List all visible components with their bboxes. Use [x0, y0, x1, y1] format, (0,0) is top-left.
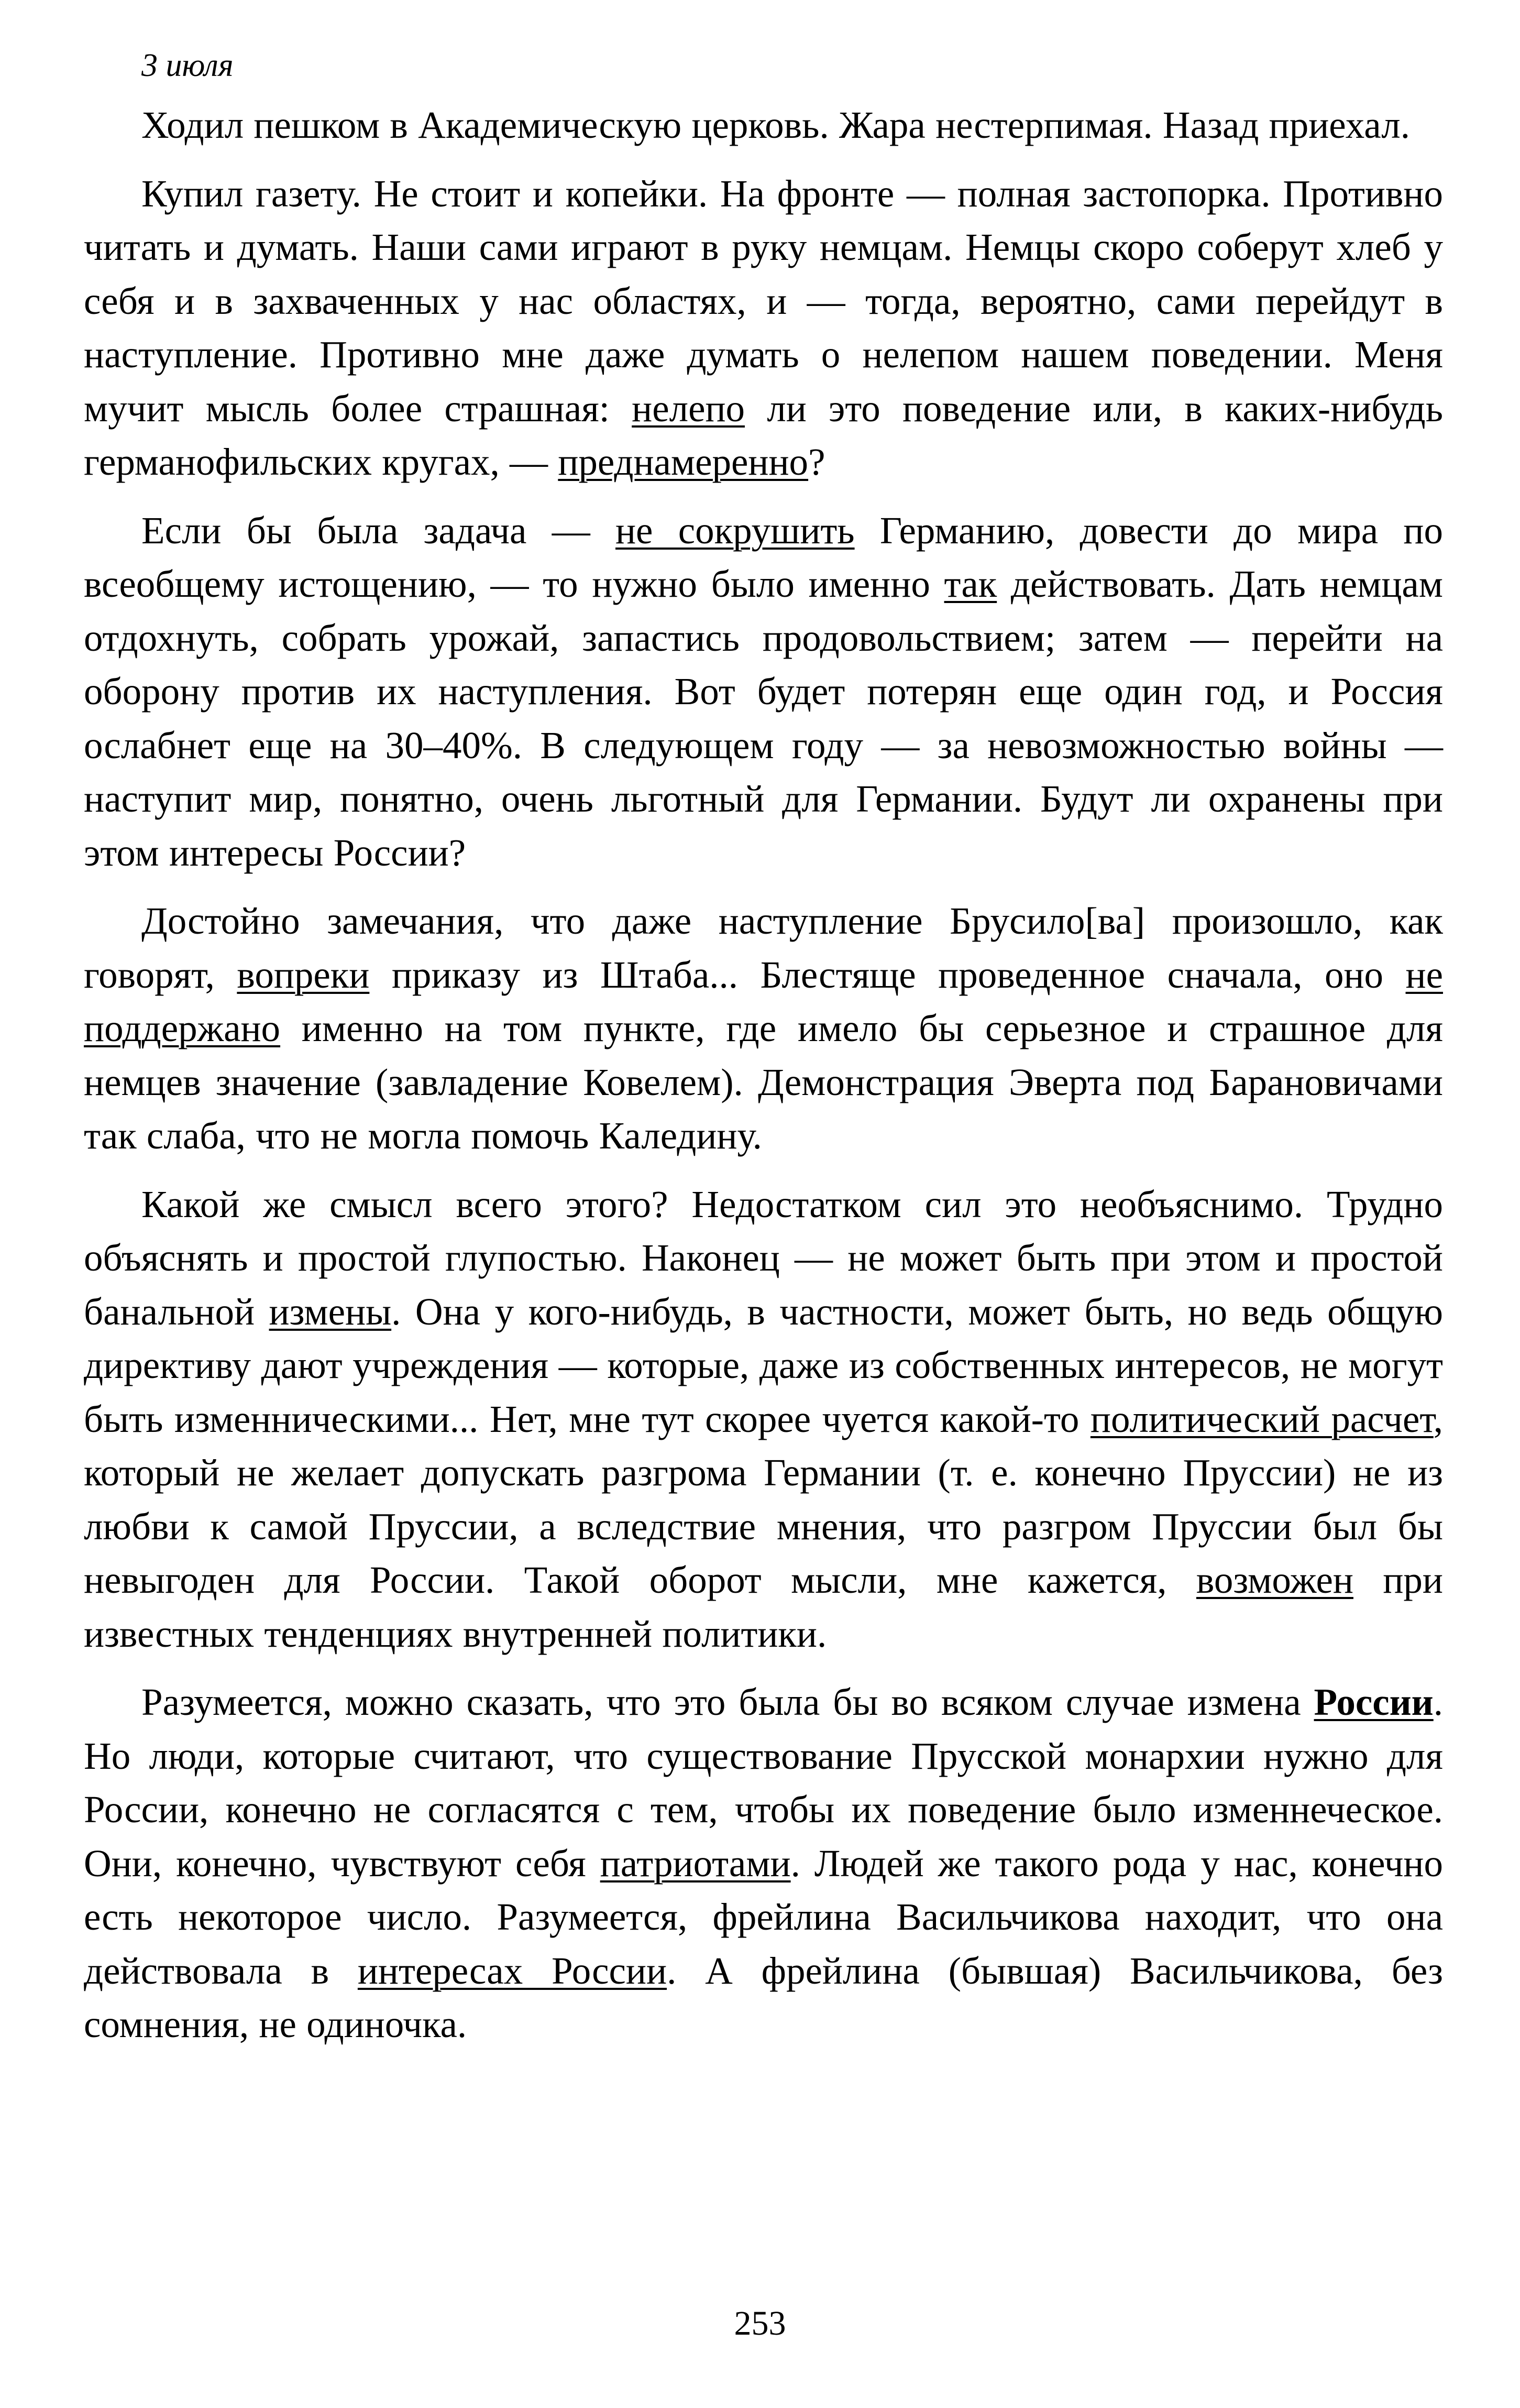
text-run: Купил газету. Не стоит и копейки. На фронте — полная застопорка. Противно читать и думать. Наши сами играют в руку немцам. Немцы скоро соберут хлеб у себя и в захваченных у нас областях, и — тогда, вероятно, сами перейдут в наступление. Противно мне даже думать о нелепом нашем поведении. Меня мучит мысль более страшная: — [84, 172, 1443, 430]
text-run: . А фрейлина (бывшая) Васильчикова, без сомнения, не одиночка. — [84, 1949, 1444, 2045]
document-body — [84, 98, 1443, 2052]
paragraph — [84, 167, 1443, 489]
text-run: приказу из Штаба... Блестяще проведенное сначала, оно — [369, 953, 1406, 996]
underlined-phrase: вопреки — [237, 953, 370, 996]
paragraph — [84, 1178, 1443, 1661]
text-run: . Людей же такого рода у нас, конечно есть некоторое число. Разумеется, фрейлина Васильчикова находит, что она действовала в — [84, 1842, 1444, 1992]
text-run: . Она у кого-нибудь, в частности, может быть, но ведь общую директиву дают учреждения — которые, даже из собственных интересов, не могут быть изменническими... Нет, мне тут скорее чуется какой-то — [84, 1290, 1443, 1440]
paragraph — [84, 1676, 1443, 2052]
text-run: Разумеется, можно сказать, что это была бы во всяком случае измена — [141, 1681, 1314, 1723]
paragraph — [84, 98, 1443, 152]
underlined-phrase: преднамеренно — [558, 441, 809, 483]
page-number: 253 — [734, 2304, 786, 2343]
text-run: Если бы была задача — — [141, 509, 615, 552]
underlined-phrase: не поддержано — [84, 953, 1443, 1049]
entry-date: 3 июля — [141, 48, 234, 83]
text-run: . Но люди, которые считают, что существование Прусской монархии нужно для России, конечно не согласятся с тем, чтобы их поведение было изменнеческое. Они, конечно, чувствуют себя — [84, 1681, 1443, 1885]
underlined-phrase: возможен — [1196, 1559, 1353, 1601]
underlined-phrase: интересах России — [357, 1949, 667, 1992]
document-page — [84, 37, 1443, 2066]
text-run: при известных тенденциях внутренней политики. — [84, 1559, 1443, 1655]
underlined-phrase: так — [944, 563, 997, 605]
text-run: Ходил пешком в Академическую церковь. Жара нестерпимая. Назад приехал. — [141, 104, 1410, 146]
text-run: Какой же смысл всего этого? Недостатком сил это необъяснимо. Трудно объяснять и простой глупостью. Наконец — не может быть при этом и простой банальной — [84, 1183, 1443, 1333]
paragraph — [84, 894, 1443, 1163]
underlined-phrase: измены — [269, 1290, 392, 1333]
underlined-phrase: России — [1314, 1681, 1434, 1723]
text-run: ли это поведение или, в каких-нибудь германофильских кругах, — — [84, 387, 1443, 483]
text-run: ? — [808, 441, 825, 483]
underlined-phrase: политический расчет — [1090, 1397, 1434, 1440]
text-run: именно на том пункте, где имело бы серьезное и страшное для немцев значение (завладение Ковелем). Демонстрация Эверта под Барановичами так слаба, что не могла помочь Каледину. — [84, 1007, 1443, 1157]
paragraph — [84, 504, 1443, 880]
underlined-phrase: нелепо — [632, 387, 745, 430]
text-run: Достойно замечания, что даже наступление Брусило[ва] произошло, как говорят, — [84, 900, 1443, 996]
text-run: действовать. Дать немцам отдохнуть, собрать урожай, запастись продовольствием; затем — перейти на оборону против их наступления. Вот будет потерян еще один год, и Россия ослабнет еще на 30–40%. В следующем году — за невозможностью войны — наступит мир, понятно, очень льготный для Германии. Будут ли охранены при этом интересы России? — [84, 563, 1443, 874]
underlined-phrase: патриотами — [600, 1842, 791, 1885]
underlined-phrase: не сокрушить — [615, 509, 855, 552]
text-run: , который не желает допускать разгрома Германии (т. е. конечно Пруссии) не из любви к самой Пруссии, а вследствие мнения, что разгром Пруссии был бы невыгоден для России. Такой оборот мысли, мне кажется, — [84, 1397, 1444, 1601]
text-run: Германию, довести до мира по всеобщему истощению, — то нужно было именно — [84, 509, 1443, 605]
